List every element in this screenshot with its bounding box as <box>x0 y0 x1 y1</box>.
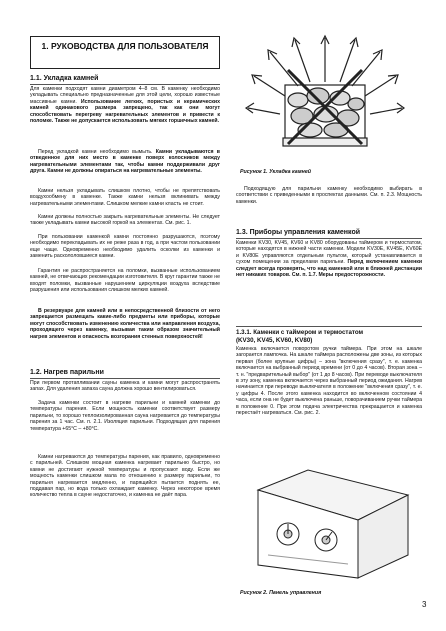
section-1-1-heading: 1.1. Укладка камней <box>30 75 99 82</box>
section-1-2-paragraph-3: Камни нагреваются до температуры парения, как правило, одновременно с парильней. Слишком мощная каменка нагревает парильню быстро, но камни не достигают нужной температуры и пропускают воду. Если же мощность каменки слишком мала по отношению к размеру парильни, то парильня нагревается медленно, и парящийся пытается поднять ее, поддавая пар, но вода только охлаждает каменку. Через некоторое время количество тепла в сауне недостаточно, и каменка не даёт пара. <box>30 454 220 499</box>
section-1-1-paragraph-1: Для каменки подходят камни диаметром 4–8 см. В каменку необходимо укладывать специально предназначенные для этой цели, хорошо известные массивные камни. Использование легких, пористых и керамических камней одинакового размера запрещено, так как они могут способствовать перегреву нагревательных элементов и привести к поломке. Также не допускается использовать мягких горшечных камней. <box>30 86 220 125</box>
section-1-3-paragraph: Каменки KV30, KV45, KV60 и KV80 оборудованы таймером и термостатом, которые находятся в нижней части каменки. Модели KV30E, KV45E, KV60E и KV80E управляются отдельным пультом, который устанавливается в сухом помещении за пределами парильни. Перед включением каменки следует всегда проверять, что над каменкой или в ближней дистанции нет никаких товаров. См. п. 1.7. Меры предосторожности. <box>236 240 423 279</box>
divider <box>30 84 220 85</box>
divider <box>30 378 220 379</box>
page-number: 3 <box>422 600 427 609</box>
section-1-2-paragraph-2: Задача каменки состоит в нагреве парильни и камней каменки до температуры парения. Если мощность каменки соответствует размеру парильни, то хорошо теплоизолированная сауна нагревается до температуры парения за 1 час. См. п. 2.1. Изоляция парильни. Подходящая для парения температура +65°C – +80°C. <box>30 400 220 432</box>
divider <box>236 326 422 327</box>
section-1-3-1-heading: 1.3.1. Каменки с таймером и термостатом (KV30, KV45, KV60, KV80) <box>236 329 364 344</box>
section-1-2-heading: 1.2. Нагрев парильни <box>30 369 104 376</box>
section-1-1-paragraph-2: Перед укладкой камни необходимо вымыть. Камни укладываются в отведенное для них место в каменке поверх колосников между нагревательными элементами так, чтобы камни поддерживали друг друга. Камни не должны опираться на нагревательные элементы. <box>30 149 220 175</box>
figure-2-control-panel-illustration <box>248 460 418 580</box>
section-1-1-paragraph-4: Камни должны полностью закрыть нагревательные элементы. Не следует также укладывать камни высокой горкой на элементах. См. рис. 1. <box>30 214 220 227</box>
section-1-2-paragraph-1: При первом протапливании сауны каменка и камни могут распространять запах. Для удаления запаха сауна должна хорошо вентилироваться. <box>30 380 220 393</box>
section-1-1-paragraph-6: Гарантия не распространяется на поломки, вызванные использованием камней, не отвечающих рекомендации изготовителя. В круг гарантии также не входят поломки, вызванные нарушением циркуляции воздуха вследствие разрушения или использования слишком мелких камней. <box>30 268 220 294</box>
section-1-1-paragraph-5: При пользовании каменкой камни постоянно разрушаются, поэтому необходимо перекладывать их не реже раза в год, а при частом пользовании еще чаще. Одновременно необходимо удалить осколки из каменки и заменить раскололовшиеся камни. <box>30 234 220 260</box>
figure-1-stones-illustration <box>240 30 420 160</box>
right-intro-paragraph: Подходящую для парильни каменку необходимо выбирать в соответствии с приведенными в проспектах данными. См. п. 2.3. Мощность каменки. <box>236 186 422 205</box>
section-1-1-warning: В резервуаре для камней или в непосредственной близости от него запрещается размещать какие-либо предметы или приборы, которые могут способствовать изменению количества или направления воздуха, проходящего через каменку, вызывая таким образом значительный нагрев элементов и опасность возгорания стенных поверхностей! <box>30 308 220 340</box>
page-title: 1. РУКОВОДСТВА ДЛЯ ПОЛЬЗОВАТЕЛЯ <box>30 36 220 69</box>
divider <box>236 238 422 239</box>
section-1-3-1-paragraph: Каменка включается поворотом ручки таймера. При этом на шкале загорается лампочка. На шкале таймера расположены две зоны, из которых первая (более крупные цифры) – зона "включения сразу", т. е. каменка включается на выбранный период времени (от 0 до 4 часов). Вторая зона – т. н. "предварительный выбор" (от 1 до 8 часов). При переводе выключателя в эту зону, каменка включается через выбранный период ожидания. Нагрев начинается при переводе выключателя в положение "включения сразу", т. е. у цифры 4. После этого каменка находится во включенном состоянии 4 часа, если она не будет выключена раньше, поворачиванием ручки таймера в положение 0. При этом подача электричества прекращается и каменка перестаёт нагреваться. См. рис. 2. <box>236 346 422 417</box>
section-1-3-heading: 1.3. Приборы управления каменкой <box>236 229 361 236</box>
figure-2-caption: Рисунок 2. Панель управления <box>240 590 322 596</box>
section-1-1-paragraph-3: Камни нельзя укладывать слишком плотно, чтобы не препятствовать воздухообмену в каменке. Также камни нельзя вклинивать между нагревательными элементами. Слишком мелкие камни класть не стоит. <box>30 188 220 207</box>
figure-1-caption: Рисунок 1. Укладка камней <box>240 169 312 175</box>
